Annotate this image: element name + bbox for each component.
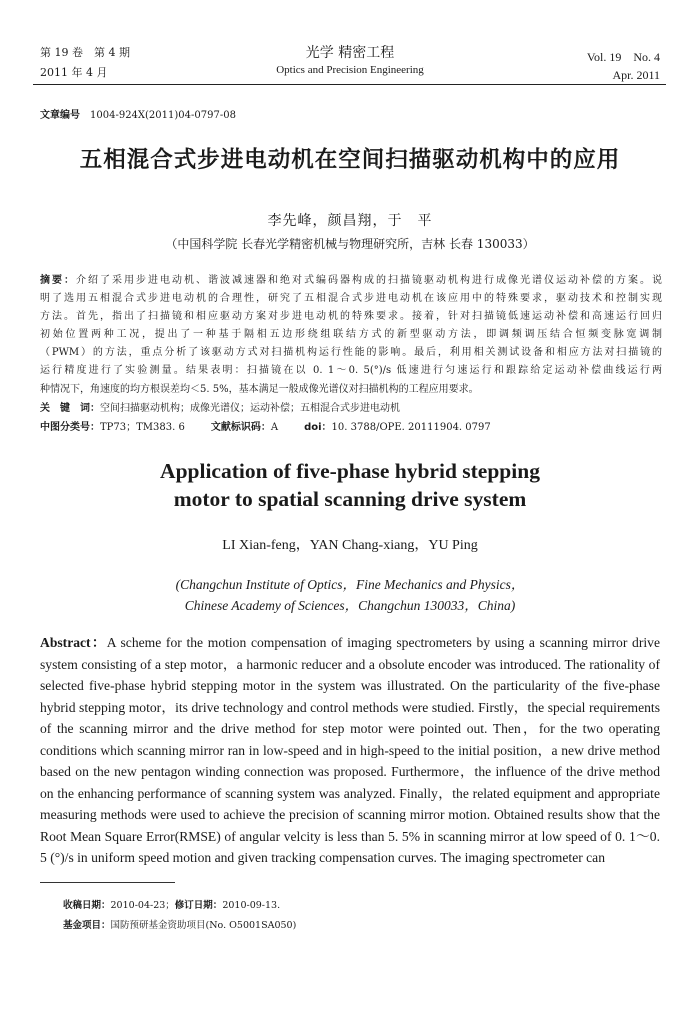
header-rule (33, 84, 666, 85)
header-journal-en: Optics and Precision Engineering (276, 64, 424, 76)
authors-cn: 李先峰，颜昌翔，于 平 (267, 213, 433, 229)
received-value: 2010-04-23； (110, 900, 175, 911)
title-cn: 五相混合式步进电动机在空间扫描驱动机构中的应用 (79, 147, 621, 173)
header-volume-issue-en: Vol. 19 No. 4 (586, 50, 660, 64)
abstract-cn-line: 摘要：介绍了采用步进电动机、谐波减速器和绝对式编码器构成的扫描镜驱动机构进行成像光谱仪运动补偿的方案。说 (40, 275, 662, 286)
abstract-en (40, 632, 660, 869)
authors-en: LI Xian-feng，YAN Chang-xiang，YU Ping (222, 538, 478, 553)
article-number-label: 文章编号 (40, 110, 80, 121)
affiliation-en-line-1: (Changchun Institute of Optics，Fine Mechanics and Physics， (175, 577, 525, 592)
header-journal-cn: 光学 精密工程 (305, 45, 395, 61)
keywords-cn-label: 关 键 词： (40, 403, 100, 414)
abstract-cn (40, 272, 662, 399)
abstract-cn-label: 摘要： (40, 275, 76, 286)
doi-value: 10. 3788/OPE. 20111904. 0797 (331, 422, 491, 433)
classification-line (40, 419, 491, 437)
article-number-value: 1004-924X(2011)04-0797-08 (90, 110, 236, 121)
fund-label: 基金项目： (63, 920, 111, 931)
affiliation-en-line-2: Chinese Academy of Sciences，Changchun 130033，China) (184, 598, 516, 613)
abstract-cn-line: 方法。首先，指出了扫描镜和相应驱动方案对步进电动机的特殊要求。接着，针对扫描镜低速运动补偿和高速运行回归 (40, 311, 662, 323)
abstract-cn-line: （PWM）的方法，重点分析了该驱动方式对扫描机构运行性能的影响。最后，利用相关测试设备和相应方法对扫描镜的 (40, 347, 662, 359)
revised-label: 修订日期： (174, 900, 223, 911)
affiliation-cn: （中国科学院 长春光学精密机械与物理研究所，吉林 长春 130033） (165, 237, 535, 251)
footnote-dates (63, 897, 280, 911)
abstract-cn-line: 明了选用五相混合式步进电动机的合理性，研究了五相混合式步进电动机在该应用中的特殊要求，驱动技术和控制实现 (40, 293, 662, 305)
abstract-cn-line: 初始位置两种工况，提出了一种基于隔相五边形绕组联结方式的新型驱动方法，即调频调压结合恒频变脉宽调制 (40, 329, 662, 341)
clc-value: TP73；TM383. 6 (100, 422, 185, 433)
abstract-cn-line: 种情况下，角速度的均方根误差均＜5. 5%，基本满足一般成像光谱仪对扫描机构的工程应用要求。 (40, 383, 479, 395)
header-date-en: Apr. 2011 (612, 68, 660, 82)
keywords-cn-value: 空间扫描驱动机构；成像光谱仪；运动补偿；五相混合式步进电动机 (100, 403, 400, 414)
revised-value: 2010-09-13. (222, 900, 281, 911)
header-date-cn: 2011 年 4 月 (40, 66, 108, 79)
doc-code-label: 文献标识码： (210, 422, 271, 433)
abstract-cn-line: 运行精度进行了实验测量。结果表明：扫描镜在以 0. 1～0. 5(°)/s 低速进行匀速运行和跟踪给定运动补偿曲线运行两 (40, 365, 662, 377)
footnote-rule (40, 882, 175, 883)
title-en-line-1: Application of five-phase hybrid stepping (160, 459, 540, 483)
doc-code-value: A (270, 422, 279, 433)
doi-label: doi： (304, 422, 332, 433)
title-en-line-2: motor to spatial scanning drive system (173, 487, 527, 511)
received-label: 收稿日期： (63, 900, 111, 911)
fund-value: 国防预研基金资助项目(No. O5001SA050) (110, 920, 297, 931)
header-volume-issue-cn: 第 19 卷 第 4 期 (40, 46, 130, 59)
abstract-en-text: A scheme for the motion compensation of imaging spectrometers by using a scanning mirror drive system consisting of a step motor，a harmonic reducer and a obsolute encoder was introduced. The rationality of selected five-phase hybrid stepping motor in the system was illustrated. On the particularity of the five-phase hybrid stepping motor，its drive technology and control methods were studied. Firstly，the special requirements of the scanning mirror and the drive method for step motor were pointed out. Then，for the two operating conditions which scanning mirror ran in low-speed and in high-speed to the initial position，a new drive method based on the new pentagon winding connection was proposed. Furthermore，the influence of the drive method on the enhancing performance of scanning system was analyzed. Finally，the related equipment and appropriate measuring methods were used to achieve the precision of scanning mirror motion. Obtained results show that the Root Mean Square Error(RMSE) of angular velcity is less than 5. 5% in scanning mirror at low speed of 0. 1～0. 5 (°)/s in uniform speed motion and given tracking compensation curves. The imaging spectrometer can (40, 635, 660, 865)
clc-label: 中图分类号： (40, 422, 100, 433)
keywords-cn (40, 400, 400, 418)
abstract-en-label: Abstract： (40, 635, 107, 650)
article-number (40, 106, 236, 121)
footnote-fund (63, 917, 296, 931)
